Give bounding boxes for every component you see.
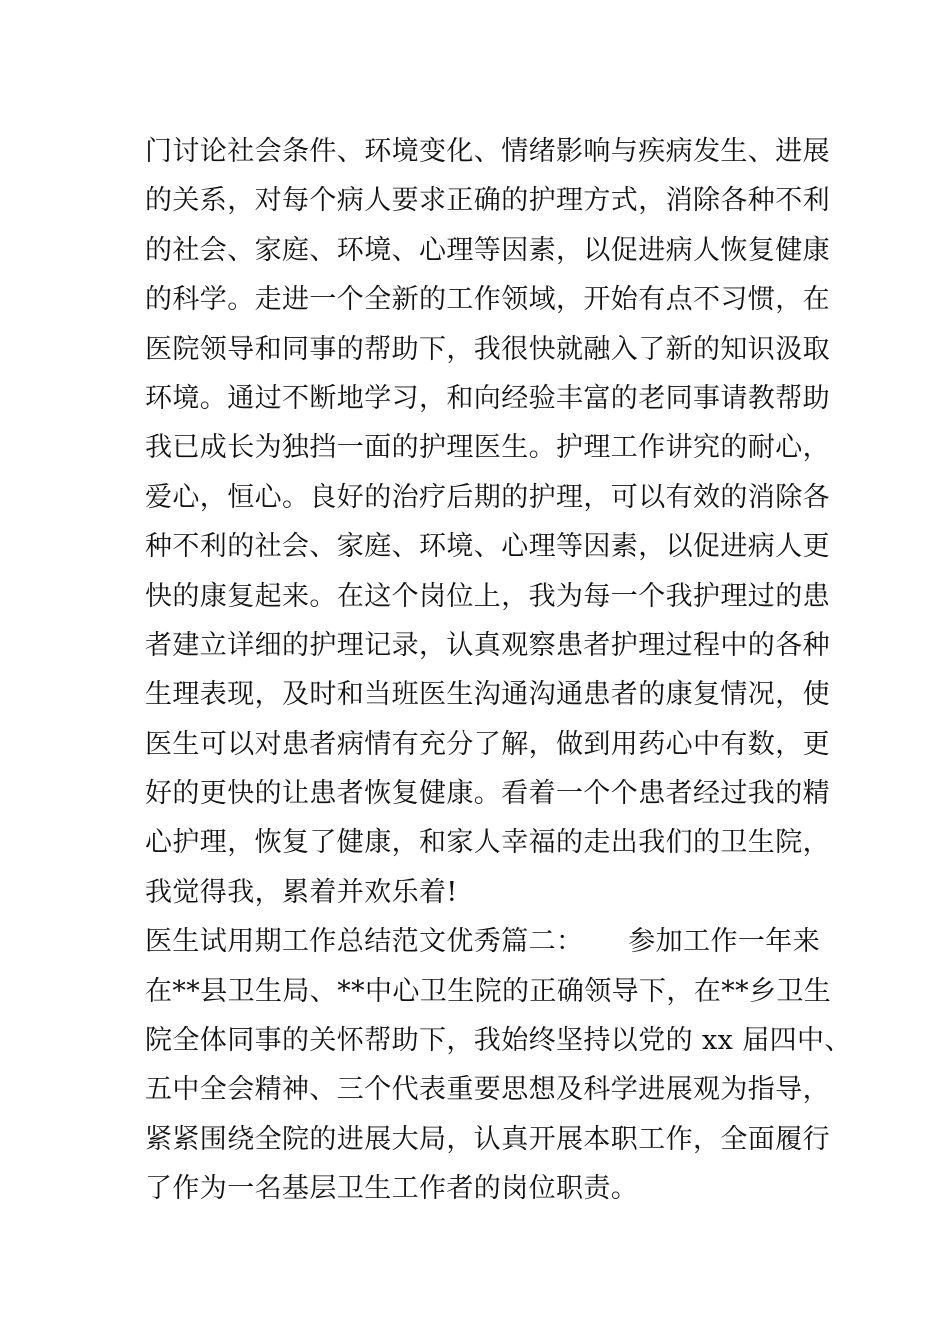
text-line: 医院领导和同事的帮助下，我很快就融入了新的知识汲取 bbox=[145, 333, 830, 365]
text-line: 我觉得我，累着并欢乐着! bbox=[145, 876, 458, 908]
text-line: 医生可以对患者病情有充分了解，做到用药心中有数，更 bbox=[145, 728, 830, 760]
body-text bbox=[145, 127, 852, 1214]
text-line: 快的康复起来。在这个岗位上，我为每一个我护理过的患 bbox=[145, 580, 830, 612]
text-line: 心护理，恢复了健康，和家人幸福的走出我们的卫生院， bbox=[145, 827, 830, 859]
text-line: 我已成长为独挡一面的护理医生。护理工作讲究的耐心， bbox=[145, 432, 830, 464]
text-line: 生理表现，及时和当班医生沟通沟通患者的康复情况，使 bbox=[145, 679, 830, 711]
text-line: 院全体同事的关怀帮助下，我始终坚持以党的 xx 届四中、 bbox=[145, 1025, 852, 1057]
text-line: 爱心，恒心。良好的治疗后期的护理，可以有效的消除各 bbox=[145, 481, 830, 513]
text-line: 的关系，对每个病人要求正确的护理方式，消除各种不利 bbox=[145, 185, 830, 217]
text-line: 者建立详细的护理记录，认真观察患者护理过程中的各种 bbox=[145, 629, 830, 661]
text-line: 在**县卫生局、**中心卫生院的正确领导下，在**乡卫生 bbox=[145, 975, 832, 1007]
text-line: 好的更快的让患者恢复健康。看着一个个患者经过我的精 bbox=[145, 778, 830, 810]
text-line: 的科学。走进一个全新的工作领域，开始有点不习惯，在 bbox=[145, 284, 830, 316]
text-line: 门讨论社会条件、环境变化、情绪影响与疾病发生、进展 bbox=[145, 136, 830, 167]
text-line: 了作为一名基层卫生工作者的岗位职责。 bbox=[145, 1173, 639, 1205]
text-line: 的社会、家庭、环境、心理等因素，以促进病人恢复健康 bbox=[145, 234, 830, 266]
section-heading-line: 医生试用期工作总结范文优秀篇二： 参加工作一年来 bbox=[145, 926, 821, 958]
text-line: 种不利的社会、家庭、环境、心理等因素，以促进病人更 bbox=[145, 531, 830, 563]
text-line: 环境。通过不断地学习，和向经验丰富的老同事请教帮助 bbox=[145, 382, 830, 414]
text-line: 五中全会精神、三个代表重要思想及科学进展观为指导， bbox=[145, 1074, 830, 1106]
text-line: 紧紧围绕全院的进展大局，认真开展本职工作，全面履行 bbox=[145, 1123, 830, 1155]
